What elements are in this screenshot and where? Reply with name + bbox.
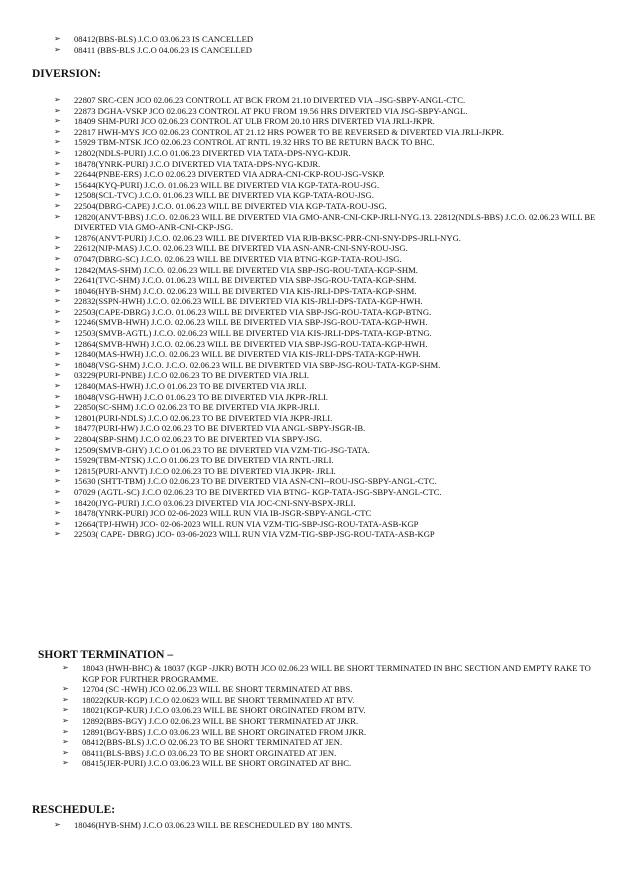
list-item-text: 07029 (AGTL-SC) J.C.O 02.06.23 TO BE DIVERTED VIA BTNG- KGP-TATA-JSG-SBPY-ANGL-CTC. — [74, 486, 442, 497]
list-item — [54, 466, 599, 477]
list-item-text: 22817 HWH-MYS JCO 02.06.23 CONTROL AT 21.12 HRS POWER TO BE REVERSED & DIVERTED VIA JRLI-JKPR. — [74, 126, 504, 137]
list-item — [54, 34, 594, 45]
list-item-text: 15644(KYQ-PURI) J.C.O. 01.06.23 WILL BE DIVERTED VIA KGP-TATA-ROU-JSG. — [74, 179, 380, 190]
arrow-bullet-icon: ➢ — [62, 758, 69, 768]
arrow-bullet-icon: ➢ — [54, 402, 61, 412]
list-item-text: 08412(BBS-BLS) J.C.O 03.06.23 IS CANCELLED — [74, 34, 254, 44]
arrow-bullet-icon: ➢ — [54, 486, 61, 496]
list-item — [62, 663, 597, 684]
list-item-text: 12508(SCL-TVC) J.C.O. 01.06.23 WILL BE DIVERTED VIA KGP-TATA-ROU-JSG. — [74, 190, 374, 201]
arrow-bullet-icon: ➢ — [54, 349, 61, 359]
list-item — [54, 508, 599, 519]
list-item-text: 12876(ANVT-PURI) J.C.O. 02.06.23 WILL BE DIVERTED VIA RJB-BKSC-PRR-CNI-SNY-DPS-JRLI-NYG. — [74, 232, 461, 243]
arrow-bullet-icon: ➢ — [54, 370, 61, 380]
list-item — [54, 95, 599, 106]
list-item — [54, 212, 599, 233]
list-item — [54, 339, 599, 350]
arrow-bullet-icon: ➢ — [54, 179, 61, 189]
arrow-bullet-icon: ➢ — [62, 663, 69, 672]
list-item — [54, 349, 599, 360]
arrow-bullet-icon: ➢ — [54, 359, 61, 369]
list-item — [54, 254, 599, 265]
arrow-bullet-icon: ➢ — [54, 285, 61, 295]
list-item — [62, 737, 597, 748]
list-item — [54, 476, 599, 487]
list-item — [54, 498, 599, 509]
reschedule-list — [54, 820, 594, 831]
list-item-text: 22503( CAPE- DBRG) JCO- 03-06-2023 WILL RUN VIA VZM-TIG-SBP-JSG-ROU-TATA-ASB-KGP — [74, 529, 435, 540]
list-item-text: 18022(KUR-KGP) J.C.O 02.0623 WILL BE SHORT TERMINATED AT BTV. — [82, 694, 355, 705]
list-item-text: 22804(SBP-SHM) J.C.O 02.06.23 TO BE DIVERTED VIA SBPY-JSG. — [74, 434, 322, 444]
list-item-text: 12820(ANVT-BBS) J.C.O. 02.06.23 WILL BE DIVERTED VIA GMO-ANR-CNI-CKP-JRLI-NYG.13. 22812(NDLS-BBS) J.C.O. 02.06.23 WILL BE DIVERTED VIA GMO-ANR-CNI-CKP-JSG. — [74, 211, 596, 233]
arrow-bullet-icon: ➢ — [54, 455, 61, 465]
list-item — [54, 381, 599, 392]
list-item-text: 22807 SRC-CEN JCO 02.06.23 CONTROLL AT BCK FROM 21.10 DIVERTED VIA –JSG-SBPY-ANGL-CTC. — [74, 95, 466, 105]
arrow-bullet-icon: ➢ — [54, 434, 61, 443]
arrow-bullet-icon: ➢ — [54, 44, 61, 54]
list-item-text: 12509(SMVB-GHY) J.C.O 01.06.23 TO BE DIVERTED VIA VZM-TIG-JSG-TATA. — [74, 444, 370, 455]
list-item — [54, 392, 599, 403]
arrow-bullet-icon: ➢ — [54, 126, 61, 136]
arrow-bullet-icon: ➢ — [54, 253, 61, 263]
arrow-bullet-icon: ➢ — [54, 820, 61, 829]
arrow-bullet-icon: ➢ — [54, 169, 61, 179]
list-item-text: 18477(PURI-HW) J.C.O 02.06.23 TO BE DIVERTED VIA ANGL-SBPY-JSGR-IB. — [74, 423, 366, 434]
list-item — [54, 159, 599, 170]
arrow-bullet-icon: ➢ — [54, 465, 61, 475]
list-item — [54, 529, 599, 540]
arrow-bullet-icon: ➢ — [54, 497, 61, 507]
diversion-heading: DIVERSION: — [32, 68, 102, 80]
list-item — [54, 116, 599, 127]
list-item-text: 22504(DBRG-CAPE) J.C.O. 01.06.23 WILL BE DIVERTED VIA KGP-TATA-ROU-JSG. — [74, 200, 387, 211]
arrow-bullet-icon: ➢ — [54, 328, 61, 338]
list-item-text: 18046(HYB-SHM) J.C.O. 02.06.23 WILL BE DIVERTED VIA KIS-JRLI-DPS-TATA-KGP-SHM. — [74, 285, 417, 296]
arrow-bullet-icon: ➢ — [54, 306, 61, 316]
list-item — [62, 748, 597, 759]
arrow-bullet-icon: ➢ — [54, 296, 61, 306]
arrow-bullet-icon: ➢ — [54, 518, 61, 528]
arrow-bullet-icon: ➢ — [54, 444, 61, 454]
list-item-text: 22641(TVC-SHM) J.C.O. 01.06.23 WILL BE DIVERTED VIA SBP-JSG-ROU-TATA-KGP-SHM. — [74, 275, 417, 286]
list-item — [54, 243, 599, 254]
list-item — [54, 190, 599, 201]
list-item-text: 22612(NJP-MAS) J.C.O. 02.06.23 WILL BE DIVERTED VIA ASN-ANR-CNI-SNY-ROU-JSG. — [74, 243, 408, 254]
list-item-text: 12891(BGY-BBS) J.C.O 03.06.23 WILL BE SHORT ORGINATED FROM JJKR. — [82, 726, 367, 737]
list-item — [54, 455, 599, 466]
arrow-bullet-icon: ➢ — [54, 105, 61, 115]
list-item — [62, 758, 597, 769]
arrow-bullet-icon: ➢ — [54, 232, 61, 242]
list-item — [62, 684, 597, 695]
list-item — [54, 445, 599, 456]
list-item-text: 12864(SMVB-HWH) J.C.O. 02.06.23 WILL BE DIVERTED VIA SBP-JSG-ROU-TATA-KGP-HWH. — [74, 338, 428, 349]
list-item — [54, 169, 599, 180]
list-item-text: 12503(SMVB-AGTL) J.C.O. 02.06.23 WILL BE DIVERTED VIA KIS-JRLI-DPS-TATA-KGP-BTNG. — [74, 328, 432, 339]
short-termination-heading: SHORT TERMINATION – — [38, 649, 174, 661]
arrow-bullet-icon: ➢ — [62, 737, 69, 747]
list-item — [54, 286, 599, 297]
list-item — [54, 317, 599, 328]
list-item — [54, 487, 599, 498]
list-item — [54, 519, 599, 530]
arrow-bullet-icon: ➢ — [54, 243, 61, 253]
arrow-bullet-icon: ➢ — [54, 116, 61, 126]
list-item-text: 12842(MAS-SHM) J.C.O. 02.06.23 WILL BE DIVERTED VIA SBP-JSG-ROU-TATA-KGP-SHM. — [74, 264, 418, 275]
list-item-text: 22873 DGHA-VSKP JCO 02.06.23 CONTROL AT PKU FROM 19.56 HRS DIVERTED VIA JSG-SBPY-ANGL. — [74, 105, 468, 116]
arrow-bullet-icon: ➢ — [62, 694, 69, 704]
list-item-text: 07047(DBRG-SC) J.C.O. 02.06.23 WILL BE DIVERTED VIA BTNG-KGP-TATA-ROU-JSG. — [74, 253, 402, 264]
list-item-text: 12815(PURI-ANVT) J.C.O 02.06.23 TO BE DIVERTED VIA JKPR- JRLI. — [74, 465, 336, 476]
list-item-text: 22503(CAPE-DBRG) J.C.O. 01.06.23 WILL BE DIVERTED VIA SBP-JSG-ROU-TATA-KGP-BTNG. — [74, 306, 432, 317]
arrow-bullet-icon: ➢ — [54, 476, 61, 486]
list-item-text: 08412(BBS-BLS) J.C.O 02.06.23 TO BE SHORT TERMINATED AT JEN. — [82, 737, 343, 748]
arrow-bullet-icon: ➢ — [54, 190, 61, 200]
list-item — [62, 727, 597, 738]
diversion-list — [54, 95, 599, 540]
arrow-bullet-icon: ➢ — [54, 381, 61, 391]
cancelled-list — [54, 34, 594, 55]
arrow-bullet-icon: ➢ — [54, 338, 61, 348]
list-item-text: 18409 SHM-PURI JCO 02.06.23 CONTROL AT ULB FROM 20.10 HRS DIVERTED VIA JRLI-JKPR. — [74, 116, 435, 127]
list-item-text: 12840(MAS-HWH) J.C.O 01.06.23 TO BE DIVERTED VIA JRLI. — [74, 381, 307, 392]
list-item — [54, 201, 599, 212]
list-item-text: 18420(JYG-PURI) J.C.O 03.06.23 DIVERTED VIA JOC-CNI-SNY-BSPX-JRLI. — [74, 497, 356, 508]
list-item — [54, 148, 599, 159]
list-item — [62, 695, 597, 706]
arrow-bullet-icon: ➢ — [62, 684, 69, 694]
arrow-bullet-icon: ➢ — [54, 391, 61, 401]
list-item-text: 22644(PNBE-ERS) J.C.O 02.06.23 DIVERTED VIA ADRA-CNI-CKP-ROU-JSG-VSKP. — [74, 169, 385, 180]
list-item-text: 03229(PURI-PNBE) J.C.O 02.06.23 TO BE DIVERTED VIA JRLI. — [74, 370, 309, 381]
list-item — [54, 127, 599, 138]
arrow-bullet-icon: ➢ — [54, 95, 61, 104]
list-item — [54, 402, 599, 413]
list-item-text: 08411 (BBS-BLS J.C.O 04.06.23 IS CANCELLED — [74, 44, 253, 55]
arrow-bullet-icon: ➢ — [62, 715, 69, 725]
arrow-bullet-icon: ➢ — [54, 34, 61, 43]
short-termination-list — [62, 663, 597, 769]
list-item-text: 18048(VSG-HWH) J.C.O 01.06.23 TO BE DIVERTED VIA JKPR-JRLI. — [74, 391, 328, 402]
arrow-bullet-icon: ➢ — [54, 264, 61, 274]
list-item-text: 12664(TPJ-HWH) JCO- 02-06-2023 WILL RUN VIA VZM-TIG-SBP-JSG-ROU-TATA-ASB-KGP — [74, 518, 419, 529]
arrow-bullet-icon: ➢ — [62, 726, 69, 736]
list-item-text: 22832(SSPN-HWH) J.C.O. 02.06.23 WILL BE DIVERTED VIA KIS-JRLI-DPS-TATA-KGP-HWH. — [74, 296, 423, 307]
list-item — [54, 137, 599, 148]
list-item-text: 12704 (SC -HWH) JCO 02.06.23 WILL BE SHORT TERMINATED AT BBS. — [82, 684, 353, 695]
list-item — [62, 705, 597, 716]
list-item-text: 12840(MAS-HWH) J.C.O. 02.06.23 WILL BE DIVERTED VIA KIS-JRLI-DPS-TATA-KGP-HWH. — [74, 349, 421, 360]
arrow-bullet-icon: ➢ — [54, 275, 61, 285]
list-item — [54, 106, 599, 117]
list-item — [54, 45, 594, 56]
list-item-text: 18478(YNRK-PURI) J.C.O DIVERTED VIA TATA-DPS-NYG-KDJR. — [74, 158, 321, 169]
arrow-bullet-icon: ➢ — [54, 200, 61, 210]
arrow-bullet-icon: ➢ — [62, 747, 69, 757]
list-item-text: 22850(SC-SHM) J.C.O 02.06.23 TO BE DIVERTED VIA JKPR-JRLI. — [74, 402, 320, 413]
list-item — [54, 820, 594, 831]
list-item-text: 15929 TBM-NTSK JCO 02.06.23 CONTROL AT RNTL 19.32 HRS TO BE RETURN BACK TO BHC. — [74, 137, 435, 148]
list-item — [54, 180, 599, 191]
arrow-bullet-icon: ➢ — [54, 147, 61, 157]
list-item-text: 12892(BBS-BGY) J.C.O 02.06.23 WILL BE SHORT TERMINATED AT JJKR. — [82, 715, 359, 726]
list-item-text: 18478(YNRK-PURI) JCO 02-06-2023 WILL RUN VIA IB-JSGR-SBPY-ANGL-CTC — [74, 508, 372, 519]
list-item — [54, 233, 599, 244]
arrow-bullet-icon: ➢ — [54, 211, 61, 221]
list-item — [54, 265, 599, 276]
list-item-text: 12802(NDLS-PURI) J.C.O 01.06.23 DIVERTED VIA TATA-DPS-NYG-KDJR. — [74, 147, 351, 158]
arrow-bullet-icon: ➢ — [62, 705, 69, 715]
list-item-text: 12801(PURI-NDLS) J.C.O 02.06.23 TO BE DIVERTED VIA JKPR-JRLI. — [74, 412, 333, 423]
arrow-bullet-icon: ➢ — [54, 137, 61, 147]
list-item-text: 18046(HYB-SHM) J.C.O 03.06.23 WILL BE RESCHEDULED BY 180 MNTS. — [74, 820, 353, 830]
list-item — [54, 370, 599, 381]
list-item-text: 18021(KGP-KUR) J.C.O 03.06.23 WILL BE SHORT ORGINATED FROM BTV. — [82, 705, 366, 716]
arrow-bullet-icon: ➢ — [54, 529, 61, 539]
list-item — [62, 716, 597, 727]
list-item — [54, 423, 599, 434]
list-item — [54, 413, 599, 424]
list-item-text: 08411(BLS-BBS) J.C.O 03.06.23 TO BE SHORT ORGINATED AT JEN. — [82, 747, 337, 758]
list-item — [54, 360, 599, 371]
arrow-bullet-icon: ➢ — [54, 158, 61, 168]
list-item-text: 18043 (HWH-BHC) & 18037 (KGP -JJKR) BOTH JCO 02.06.23 WILL BE SHORT TERMINATED IN BHC SECTION AND EMPTY RAKE TO KGP FOR FURTHER PROGRAMME. — [82, 663, 591, 684]
list-item — [54, 328, 599, 339]
list-item — [54, 275, 599, 286]
list-item-text: 08415(JER-PURI) J.C.O 03.06.23 WILL BE SHORT ORGINATED AT BHC. — [82, 758, 352, 769]
list-item-text: 15630 (SHTT-TBM) J.C.O 02.06.23 TO BE DIVERTED VIA ASN-CNI--ROU-JSG-SBPY-ANGL-CTC. — [74, 476, 437, 487]
list-item-text: 18048(VSG-SHM) J.C.O. J.C.O. 02.06.23 WILL BE DIVERTED VIA SBP-JSG-ROU-TATA-KGP-SHM. — [74, 359, 441, 370]
arrow-bullet-icon: ➢ — [54, 317, 61, 327]
list-item-text: 15929(TBM-NTSK) J.C.O 01.06.23 TO BE DIVERTED VIA RNTL-JRLI. — [74, 455, 334, 466]
arrow-bullet-icon: ➢ — [54, 508, 61, 518]
arrow-bullet-icon: ➢ — [54, 423, 61, 433]
list-item — [54, 296, 599, 307]
list-item — [54, 307, 599, 318]
reschedule-heading: RESCHEDULE: — [32, 804, 116, 816]
arrow-bullet-icon: ➢ — [54, 412, 61, 422]
list-item — [54, 434, 599, 445]
list-item-text: 12246(SMVB-HWH) J.C.O. 02.06.23 WILL BE DIVERTED VIA SBP-JSG-ROU-TATA-KGP-HWH. — [74, 317, 428, 328]
